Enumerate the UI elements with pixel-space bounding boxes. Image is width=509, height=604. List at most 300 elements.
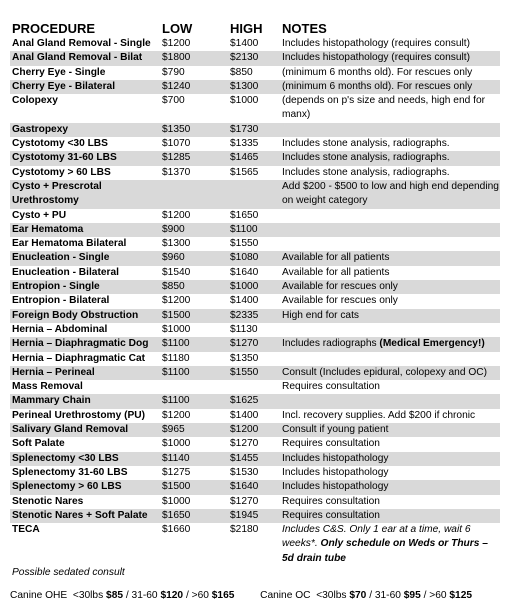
high-price-text: $1100 [230,223,258,235]
procedure-notes [282,123,500,137]
high-price [230,151,282,165]
low-price [162,94,230,123]
procedure-notes-text: Includes histopathology [282,466,389,478]
procedure-notes-text: Includes histopathology (requires consult) [282,52,471,64]
table-row [10,37,500,51]
procedure-name-text: Entropion - Bilateral [12,295,110,307]
oc-tier3: / >60 [423,590,447,601]
high-price [230,352,282,366]
low-price-text: $1500 [162,481,191,493]
procedure-name [10,280,162,294]
procedure-name [10,294,162,308]
low-price: $1660 [162,524,191,536]
procedure-name-text: Ear Hematoma Bilateral [12,238,127,250]
low-price [162,266,230,280]
table-row [10,409,500,423]
procedure-notes [282,509,500,523]
high-price-text: $1625 [230,395,259,407]
table-row [10,180,500,209]
procedure-notes [282,166,500,180]
procedure-notes [282,151,500,165]
procedure-name-text: Splenectomy > 60 LBS [12,481,122,493]
procedure-notes [282,280,500,294]
high-price [230,223,282,237]
ohe-tier3: / >60 [185,590,209,601]
procedure-name [10,509,162,523]
table-row [10,423,500,437]
ohe-price1: $85 [106,590,124,601]
table-row [10,323,500,337]
high-price [230,51,282,65]
high-price-text: $1270 [230,338,259,350]
footer-prices [10,590,472,601]
low-price-text: $1500 [162,309,191,321]
low-price [162,380,230,394]
table-row [10,166,500,180]
low-price-text: $1000 [162,495,191,507]
procedure-name-text: Gastropexy [12,123,69,135]
low-price-text: $1100 [162,338,190,350]
procedure-name [10,437,162,451]
procedure-name [10,337,162,351]
table-row [10,352,500,366]
procedure-notes-text: Includes stone analysis, radiographs. [282,152,450,164]
low-price-text: $1100 [162,366,190,378]
ohe-tier2: / 31-60 [125,590,158,601]
low-price [162,394,230,408]
procedure-notes [282,323,500,337]
procedure-name-text: Cystotomy > 60 LBS [12,166,111,178]
low-price-text: $1200 [162,295,191,307]
high-price [230,66,282,80]
low-price-text: $1180 [162,352,190,364]
low-price [162,166,230,180]
low-price-text: $1285 [162,152,191,164]
procedure-notes-text: (minimum 6 months old). For rescues only [282,80,473,92]
low-price [162,66,230,80]
high-price-text: $1200 [230,424,259,436]
oc-price2: $95 [403,590,421,601]
low-price [162,209,230,223]
procedure-name-text: Cystotomy 31-60 LBS [12,152,117,164]
low-price [162,251,230,265]
procedure-name [10,380,162,394]
low-price-text: $960 [162,252,185,264]
procedure-notes-text: Includes histopathology [282,452,389,464]
oc-label: Canine OC [260,590,311,601]
high-price-text: $1400 [230,38,259,49]
high-price: $2180 [230,524,259,536]
high-price [230,80,282,94]
procedure-notes [282,394,500,408]
procedure-notes [282,180,500,209]
high-price-text: $1300 [230,80,259,92]
table-row [10,266,500,280]
procedure-notes [282,37,500,51]
low-price-text: $1800 [162,52,191,64]
high-price-text: $1270 [230,495,259,507]
low-price [162,80,230,94]
high-price [230,294,282,308]
procedure-name-text: Mammary Chain [12,395,91,407]
table-header [10,18,500,36]
procedure-name-text: Enucleation - Bilateral [12,266,119,278]
procedure-notes-text: Requires consultation [282,509,380,521]
procedure-notes [282,380,500,394]
low-price-text: $1200 [162,209,191,221]
low-price-text: $790 [162,66,185,78]
low-price [162,366,230,380]
notes-italic: Includes C&S. Only 1 ear at a time, wait 6 weeks*. [282,524,471,550]
procedure-name-text: Splenectomy 31-60 LBS [12,466,128,478]
teca-subnote: Possible sedated consult [12,566,125,578]
procedure-notes [282,66,500,80]
table-row-teca [10,523,500,566]
high-price-text: $850 [230,66,253,78]
high-price [230,452,282,466]
table-row [10,237,500,251]
procedure-name [10,237,162,251]
procedure-name-text: Foreign Body Obstruction [12,309,139,321]
table-row [10,480,500,494]
notes-emphasis: (Medical Emergency!) [379,338,485,350]
high-price [230,309,282,323]
procedure-notes [282,94,500,123]
high-price-text: $1455 [230,452,259,464]
procedure-notes-text: Available for rescues only [282,295,398,307]
low-price-text: $1070 [162,138,191,150]
low-price-text: $1300 [162,238,191,250]
low-price-text: $1540 [162,266,191,278]
table-row [10,223,500,237]
table-row [10,466,500,480]
low-price-text: $965 [162,424,185,436]
procedure-name [10,137,162,151]
high-price-text: $1350 [230,352,259,364]
high-price-text: $1650 [230,209,259,221]
high-price [230,409,282,423]
procedure-name-text: Stenotic Nares [12,495,84,507]
low-price-text: $900 [162,223,185,235]
table-row [10,509,500,523]
high-price-text: $1945 [230,509,259,521]
procedure-name [10,151,162,165]
header-notes: NOTES [282,21,327,36]
procedure-name [10,409,162,423]
ohe-label: Canine OHE [10,590,68,601]
table-row [10,80,500,94]
procedure-name-text: Soft Palate [12,438,65,450]
low-price [162,466,230,480]
high-price [230,366,282,380]
low-price [162,323,230,337]
procedure-name [10,166,162,180]
procedure-name-text: Hernia – Diaphragmatic Cat [12,352,146,364]
procedure-notes [282,437,500,451]
procedure-notes-text: Requires consultation [282,495,380,507]
high-price-text: $1000 [230,281,259,293]
procedure-notes [282,366,500,380]
procedure-notes-text: Available for rescues only [282,281,398,293]
low-price [162,123,230,137]
procedure-notes [282,309,500,323]
high-price-text: $1640 [230,266,259,278]
procedure-notes-text: Consult if young patient [282,424,389,436]
table-row [10,394,500,408]
low-price [162,480,230,494]
high-price [230,466,282,480]
low-price [162,409,230,423]
price-sheet [10,18,500,580]
procedure-name [10,394,162,408]
procedure-notes-text: Add $200 - $500 to low and high end depending on weight category [282,180,499,207]
low-price-text: $700 [162,95,185,107]
procedure-notes [282,352,500,366]
procedure-notes [282,523,500,566]
high-price [230,166,282,180]
high-price-text: $1335 [230,138,259,150]
procedure-notes [282,423,500,437]
low-price [162,237,230,251]
high-price [230,137,282,151]
ohe-tier1: <30lbs [72,590,104,601]
table-row [10,452,500,466]
procedure-name-text: Anal Gland Removal - Bilat [12,52,143,64]
procedure-name-text: Enucleation - Single [12,252,110,264]
high-price [230,180,282,209]
procedure-name [10,423,162,437]
procedure-name [10,123,162,137]
high-price [230,495,282,509]
procedure-notes [282,223,500,237]
low-price-text: $1350 [162,123,191,135]
table-row [10,366,500,380]
low-price [162,37,230,51]
procedure-name [10,366,162,380]
procedure-name [10,80,162,94]
procedure-name [10,466,162,480]
high-price-text: $1080 [230,252,259,264]
procedure-name [10,480,162,494]
low-price-text: $1370 [162,166,191,178]
procedure-notes-text: Includes histopathology (requires consult) [282,38,471,49]
low-price-text: $1200 [162,38,191,49]
table-row [10,309,500,323]
high-price-text: $1550 [230,238,259,250]
procedure-notes [282,251,500,265]
procedure-notes [282,409,500,423]
procedure-name-text: Cystotomy <30 LBS [12,138,108,150]
oc-price1: $70 [349,590,367,601]
low-price [162,294,230,308]
procedure-notes [282,137,500,151]
ohe-price2: $120 [160,590,184,601]
procedure-name-text: Hernia – Perineal [12,366,95,378]
high-price-text: $1000 [230,95,259,107]
header-procedure: PROCEDURE [12,21,96,36]
procedure-name [10,452,162,466]
procedure-notes-text: (minimum 6 months old). For rescues only [282,66,473,78]
low-price [162,151,230,165]
high-price-text: $1270 [230,438,259,450]
low-price [162,223,230,237]
procedure-notes [282,237,500,251]
procedure-notes-text: Available for all patients [282,266,390,278]
oc-tier2: / 31-60 [369,590,401,601]
low-price [162,137,230,151]
low-price [162,509,230,523]
procedure-notes-text: Includes stone analysis, radiographs. [282,166,450,178]
high-price [230,323,282,337]
ohe-price3: $165 [211,590,235,601]
notes-bold: Only schedule on Weds or Thurs – 5d drain tube [282,538,488,564]
procedure-name-text: Hernia – Abdominal [12,323,108,335]
high-price [230,94,282,123]
high-price [230,237,282,251]
procedure-notes-text: Requires consultation [282,381,380,393]
high-price-text: $1400 [230,295,259,307]
high-price [230,480,282,494]
low-price-text: $1650 [162,509,191,521]
procedure-notes-text: Consult (Includes epidural, colopexy and OC) [282,366,487,378]
procedure-name-text: Entropion - Single [12,281,100,293]
procedure-name [10,266,162,280]
high-price [230,337,282,351]
procedure-name [10,323,162,337]
high-price [230,209,282,223]
procedure-notes [282,80,500,94]
low-price-text: $1000 [162,438,191,450]
table-row [10,209,500,223]
procedure-name [10,251,162,265]
high-price-text: $2335 [230,309,259,321]
low-price-text: $1200 [162,409,191,421]
low-price-text: $1275 [162,466,191,478]
procedure-name [10,209,162,223]
high-price [230,266,282,280]
table-row [10,495,500,509]
procedure-name [10,309,162,323]
table-row [10,337,500,351]
procedure-name [10,495,162,509]
table-row [10,123,500,137]
procedure-name [10,223,162,237]
oc-tier1: <30lbs [316,590,347,601]
low-price [162,437,230,451]
table-row [10,151,500,165]
high-price [230,423,282,437]
low-price-text: $1100 [162,395,190,407]
low-price [162,280,230,294]
high-price [230,280,282,294]
high-price [230,509,282,523]
table-row [10,94,500,123]
low-price-text: $1000 [162,323,191,335]
low-price [162,495,230,509]
high-price-text: $1730 [230,123,259,135]
procedure-notes [282,51,500,65]
low-price [162,337,230,351]
procedure-notes [282,466,500,480]
table-row [10,380,500,394]
procedure-notes-text: Incl. recovery supplies. Add $200 if chronic [282,409,476,421]
procedure-name [10,180,162,209]
high-price-text: $1400 [230,409,259,421]
high-price [230,37,282,51]
procedure-notes-text: Includes radiographs [282,338,377,350]
procedure-notes-text: Available for all patients [282,252,390,264]
procedure-notes [282,495,500,509]
high-price-text: $1550 [230,366,259,378]
header-low: LOW [162,21,193,36]
high-price-text: $2130 [230,52,259,64]
procedure-name-text: Salivary Gland Removal [12,424,129,436]
high-price-text: $1465 [230,152,259,164]
table-row [10,66,500,80]
procedure-name-text: Splenectomy <30 LBS [12,452,119,464]
procedure-notes-text: Includes stone analysis, radiographs. [282,138,450,150]
procedure-notes [282,452,500,466]
high-price [230,251,282,265]
low-price [162,352,230,366]
procedure-name [10,37,162,51]
procedure-name [10,352,162,366]
procedure-name-text: Stenotic Nares + Soft Palate [12,509,148,521]
procedure-name: TECA [12,524,40,536]
oc-price3: $125 [449,590,473,601]
procedure-name [10,94,162,123]
procedure-name-text: Perineal Urethrostomy (PU) [12,409,146,421]
procedure-notes [282,480,500,494]
low-price [162,51,230,65]
table-row [10,137,500,151]
low-price-text: $850 [162,281,185,293]
procedure-name [10,51,162,65]
low-price [162,180,230,209]
high-price [230,394,282,408]
high-price [230,380,282,394]
procedure-notes-text: Requires consultation [282,438,380,450]
procedure-notes [282,209,500,223]
procedure-name-text: Mass Removal [12,381,83,393]
procedure-name-text: Cysto + Prescrotal Urethrostomy [12,180,102,207]
procedure-notes-text: High end for cats [282,309,360,321]
high-price [230,437,282,451]
high-price-text: $1130 [230,323,258,335]
table-row [10,280,500,294]
procedure-name-text: Ear Hematoma [12,223,84,235]
procedure-name-text: Cherry Eye - Single [12,66,106,78]
low-price [162,423,230,437]
low-price-text: $1240 [162,80,191,92]
procedure-name-text: Colopexy [12,95,58,107]
procedure-notes [282,337,500,351]
low-price [162,452,230,466]
procedure-name-text: Anal Gland Removal - Single [12,38,151,49]
header-high: HIGH [230,21,263,36]
high-price-text: $1565 [230,166,259,178]
low-price-text: $1140 [162,452,190,464]
procedure-notes-text: (depends on p's size and needs, high end for manx) [282,95,486,121]
high-price-text: $1530 [230,466,259,478]
table-row [10,294,500,308]
procedure-notes [282,266,500,280]
procedure-notes-text: Includes histopathology [282,481,389,493]
table-row [10,251,500,265]
procedure-name-text: Hernia – Diaphragmatic Dog [12,338,149,350]
table-row [10,437,500,451]
high-price [230,123,282,137]
